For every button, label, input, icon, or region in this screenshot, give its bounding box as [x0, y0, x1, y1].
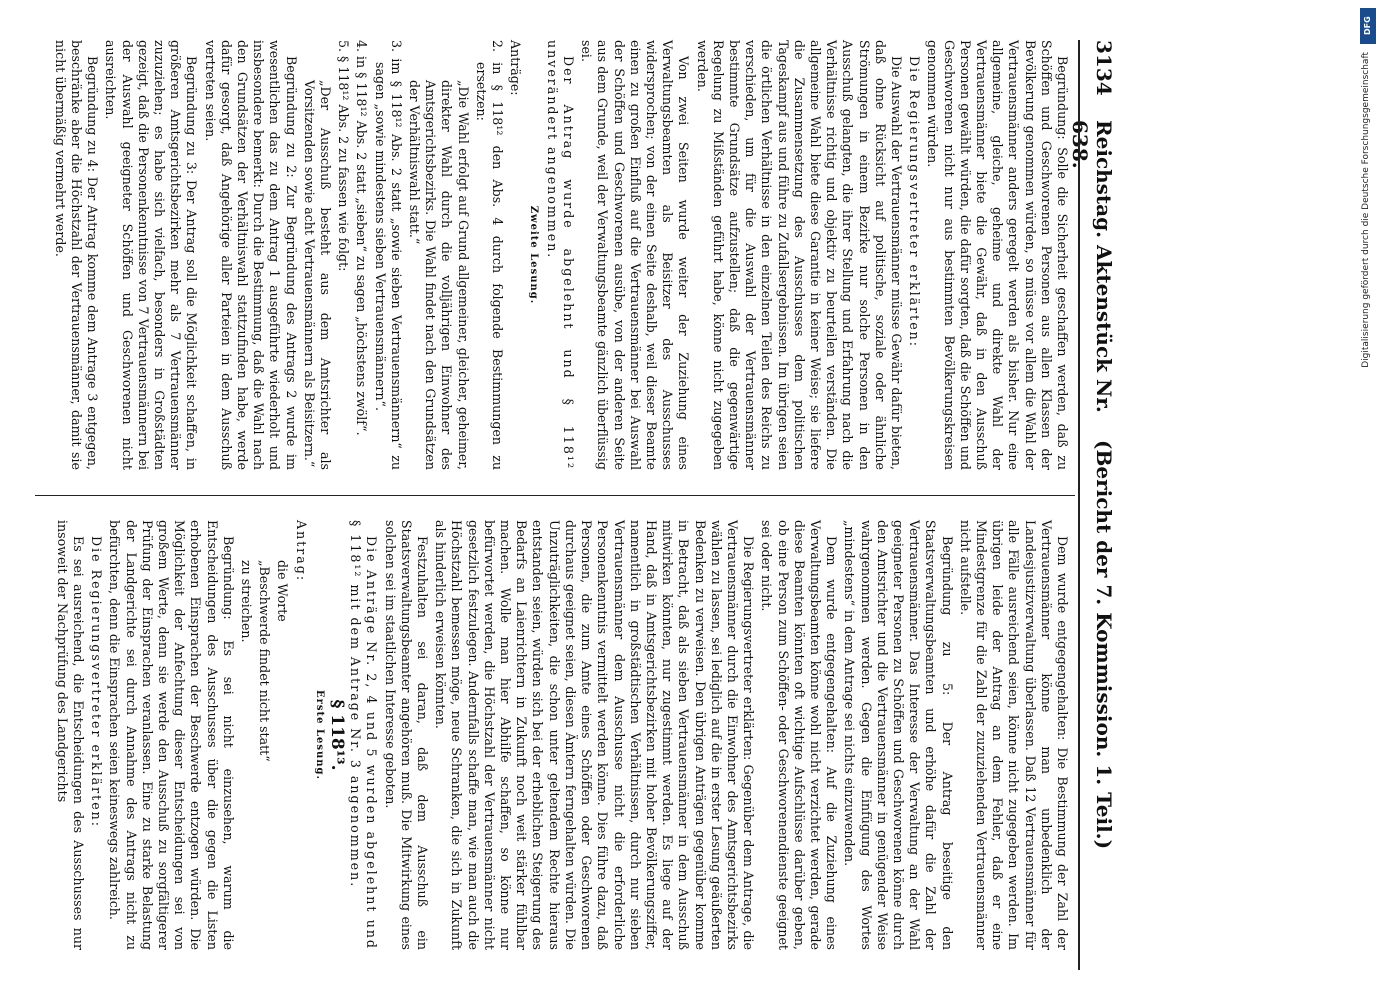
section-heading: § 118¹³.: [327, 699, 348, 771]
paragraph: Begründung zu 4: Der Antrag komme dem Antrage 3 entgegen, beschränke aber die Höchstzahl der Vertrauensmänner, damit sie nicht übermäßig vermehrt werde.: [52, 40, 101, 470]
header-right-title: (Bericht der 7. Kommission. 1. Teil.): [1092, 440, 1116, 850]
paragraph: Von zwei Seiten wurde weiter der Zuziehung eines Verwaltungsbeamten als Beisitzer des Ausschusses widersprochen; von der einen Seite deshalb, weil dieser Beamte einen zu großen Einfluß auf die Vertrauensmänner bei Auswahl der Schöffen und Geschworenen ausübe, von der anderen Seite aus dem Grunde, weil der Verwaltungsbeamte gänzlich überflüssig sei.: [579, 40, 692, 470]
right-column: [52, 520, 1070, 950]
paragraph: Dem wurde entgegengehalten: Auf die Zuziehung eines Verwaltungsbeamten könne wohl nicht verzichtet werden, gerade diese Beamten könnten oft wichtige Aufschlüsse darüber geben, ob eine Person zum Schöffen- oder Geschworenendienste geeignet sei oder nicht.: [759, 520, 840, 950]
left-column: [50, 40, 1070, 470]
paragraph: Begründung: Es sei nicht einzusehen, warum die Entscheidungen des Ausschusses über die gegen die Listen erhobenen Einsprachen der Beschwerde entzogen würden. Die Möglichkeit der Anfechtung dieser Entscheidungen sei von großem Werte, denn sie werde den Ausschuß zu sorgfältigerer Prüfung der Einsprachen veranlassen. Eine zu starke Belastung der Landgerichte sei durch Annahme des Antrags nicht zu befürchten, denn die Einsprachen seien keineswegs zahlreich.: [107, 520, 236, 950]
page-number: 3134: [1092, 40, 1116, 96]
page-header: [1068, 40, 1116, 970]
dfg-logo: DFG: [1360, 8, 1376, 44]
list-item: 4. in § 118¹² Abs. 2 statt „sieben“ zu sagen „höchstens zwölf“.: [354, 40, 370, 436]
header-rule: [1078, 40, 1080, 970]
paragraph: zu streichen.: [239, 560, 255, 643]
list-item: 3. im § 118¹² Abs. 2 statt „sowie sieben Vertrauensmännern“ zu sagen „sowie mindestens sieben Vertrauensmännern“.: [372, 40, 404, 470]
paragraph: die Worte: [275, 560, 291, 622]
paragraph: Begründung zu 3: Der Antrag soll die Möglichkeit schaffen, in größeren Amtsgerichtsbezirken mehr als 7 Vertrauensmänner zuzuziehen; es habe sich vielfach, besonders in Großstädten gezeigt, daß die Personenkenntnisse von 7 Vertrauensmännern bei der Auswahl geeigneter Schöffen und Geschworenen nicht ausreichten.: [103, 40, 200, 470]
paragraph: Begründung zu 2: Zur Begründung des Antrags 2 wurde im wesentlichen das zu dem Antrag 1 ausgeführte wiederholt und insbesondere bemerkt: Durch die Bestimmung, daß die Wahl nach den Grundsätzen der Verhältniswahl stattzufinden habe, werde dafür gesorgt, daß Angehörige aller Parteien in dem Ausschuß vertreten seien.: [202, 40, 299, 470]
paragraph: Begründung: Solle die Sicherheit geschaffen werden, daß zu Schöffen und Geschworenen Personen aus allen Klassen der Bevölkerung genommen würden, so müsse vor allem die Wahl der Vertrauensmänner anders geregelt werden als bisher. Nur eine allgemeine, gleiche, geheime und direkte Wahl der Vertrauensmänner biete die Gewähr, daß in den Ausschuß Personen gewählt würden, die dafür sorgten, daß die Schöffen und Geschworenen nicht nur aus bestimmten Bevölkerungskreisen genommen würden.: [925, 40, 1070, 470]
column-divider: [35, 495, 1075, 496]
paragraph: Dem wurde entgegengehalten: Die Bestimmung der Zahl der Vertrauensmänner könne man unbedenklich der Landesjustizverwaltung überlassen. Daß 12 Vertrauensmänner für alle Fälle ausreichend seien, könne nicht zugegeben werden. Im übrigen leide der Antrag an dem Fehler, daß er eine Mindestgrenze für die Zahl der zuzuziehenden Vertrauensmänner nicht aufstelle.: [957, 520, 1070, 950]
list-item: 5. § 118¹² Abs. 2 zu fassen wie folgt:: [336, 40, 352, 272]
section-subtitle: Zweite Lesung.: [528, 205, 540, 305]
paragraph: Die Anträge Nr. 2, 4 und 5 wurden abgelehnt und § 118¹² mit dem Antrage Nr. 3 angenommen.: [348, 520, 380, 950]
paragraph: Anträge:: [508, 40, 524, 96]
list-item: 2. in § 118¹² den Abs. 4 durch folgende Bestimmungen zu ersetzen:: [473, 40, 506, 470]
quote: „Die Wahl erfolgt auf Grund allgemeiner, gleicher, geheimer, direkter Wahl durch die volljährigen Einwohner des Amtsgerichtsbezirks. Die Wahl findet nach den Grundsätzen der Verhältniswahl statt.“: [407, 80, 471, 470]
paragraph: Die Regierungsvertreter erklärten:: [907, 56, 923, 349]
paragraph: Antrag:: [293, 520, 309, 583]
paragraph: Die Regierungsvertreter erklärten:: [89, 536, 105, 829]
quote: „Beschwerde findet nicht statt“: [257, 560, 273, 762]
quote: „Der Ausschuß besteht aus dem Amtsrichter als Vorsitzenden sowie acht Vertrauensmännern als Beisitzern.“: [301, 80, 334, 470]
paragraph: Die Auswahl der Vertrauensmänner müsse Gewähr dafür bieten, daß ohne Rücksicht auf politische, soziale oder ähnliche Strömungen in einem Bezirke nur solche Personen in den Ausschuß gelangten, die ihrer Stellung und Erfahrung nach die Verhältnisse richtig und objektiv zu beurteilen verständen. Die allgemeine Wahl biete diese Garantie in keiner Weise; sie liefere die Zusammensetzung des Ausschusses dem politischen Tageskampf aus und führe zu Zufallsergebnissen. Im übrigen seien die örtlichen Verhältnisse in den einzelnen Teilen des Reichs zu verschieden, um für die Auswahl der Vertrauensmänner bestimmte Grundsätze aufzustellen; daß die gegenwärtige Regelung zu Mißständen geführt habe, könne nicht zugegeben werden.: [694, 40, 904, 470]
paragraph: Begründung zu 5: Der Antrag beseitige den Staatsverwaltungsbeamten und erhöhe dafür die Zahl der Vertrauensmänner. Das Interesse der Verwaltung an der Wahl geeigneter Personen zu Schöffen und Geschworenen könne durch den Amtsrichter und die Vertrauensmänner in genügender Weise wahrgenommen werden. Gegen die Einfügung des Wortes „mindestens“ in dem Antrage sei nichts einzuwenden.: [842, 520, 955, 950]
paragraph: Der Antrag wurde abgelehnt und § 118¹² unverändert angenommen.: [544, 40, 576, 470]
dfg-stamp: [1359, 8, 1379, 998]
paragraph: Die Regierungsvertreter erklärten: Gegenüber dem Antrage, die Vertrauensmänner durch die Einwohner des Amtsgerichtsbezirks wählen zu lassen, sei lediglich auf die in erster Lesung geäußerten Bedenken zu verweisen. Den übrigen Anträgen gegenüber komme in Betracht, daß als sieben Vertrauensmänner in dem Ausschuß mitwirken könnten, nur zugestimmt werden. Es liege auf der Hand, daß in Amtsgerichtsbezirken mit hoher Bevölkerungsziffer, namentlich in großstädtischen Verhältnissen, durch nur sieben Vertrauensmänner dem Ausschusse nicht die erforderliche Personenkenntnis vermittelt werden könne. Dies führe dazu, daß Personen, die zum Amte eines Schöffen oder Geschworenen durchaus geeignet seien, diesen Ämtern ferngehalten würden. Die Unzuträglichkeiten, die schon unter geltendem Rechte hieraus entstanden seien, würden sich bei der erheblichen Steigerung des Bedarfs an Laienrichtern in Zukunft noch weit stärker fühlbar machen. Wolle man hier Abhilfe schaffen, so könne nur befürwortet werden, die Höchstzahl der Vertrauensmänner nicht gesetzlich festzulegen. Andernfalls schaffe man, wie man auch die Höchstzahl bemessen möge, neue Schranken, die sich in Zukunft als hinderlich erweisen könnten.: [433, 520, 757, 950]
header-left-title: Reichstag. Aktenstück Nr. 638.: [1068, 120, 1116, 413]
paragraph: Es sei ausreichend, die Entscheidungen des Ausschusses nur insoweit der Nachprüfung des Landgerichts: [54, 520, 87, 950]
dfg-credit-text: Digitalisierung gefördert durch die Deutsche Forschungsgemeinschaft: [1361, 52, 1371, 368]
paragraph: Festzuhalten sei daran, daß dem Ausschuß ein Staatsverwaltungsbeamter angehören muß. Die Mitwirkung eines solchen sei im staatlichen Interesse geboten.: [382, 520, 431, 950]
section-subtitle: Erste Lesung.: [313, 689, 325, 781]
